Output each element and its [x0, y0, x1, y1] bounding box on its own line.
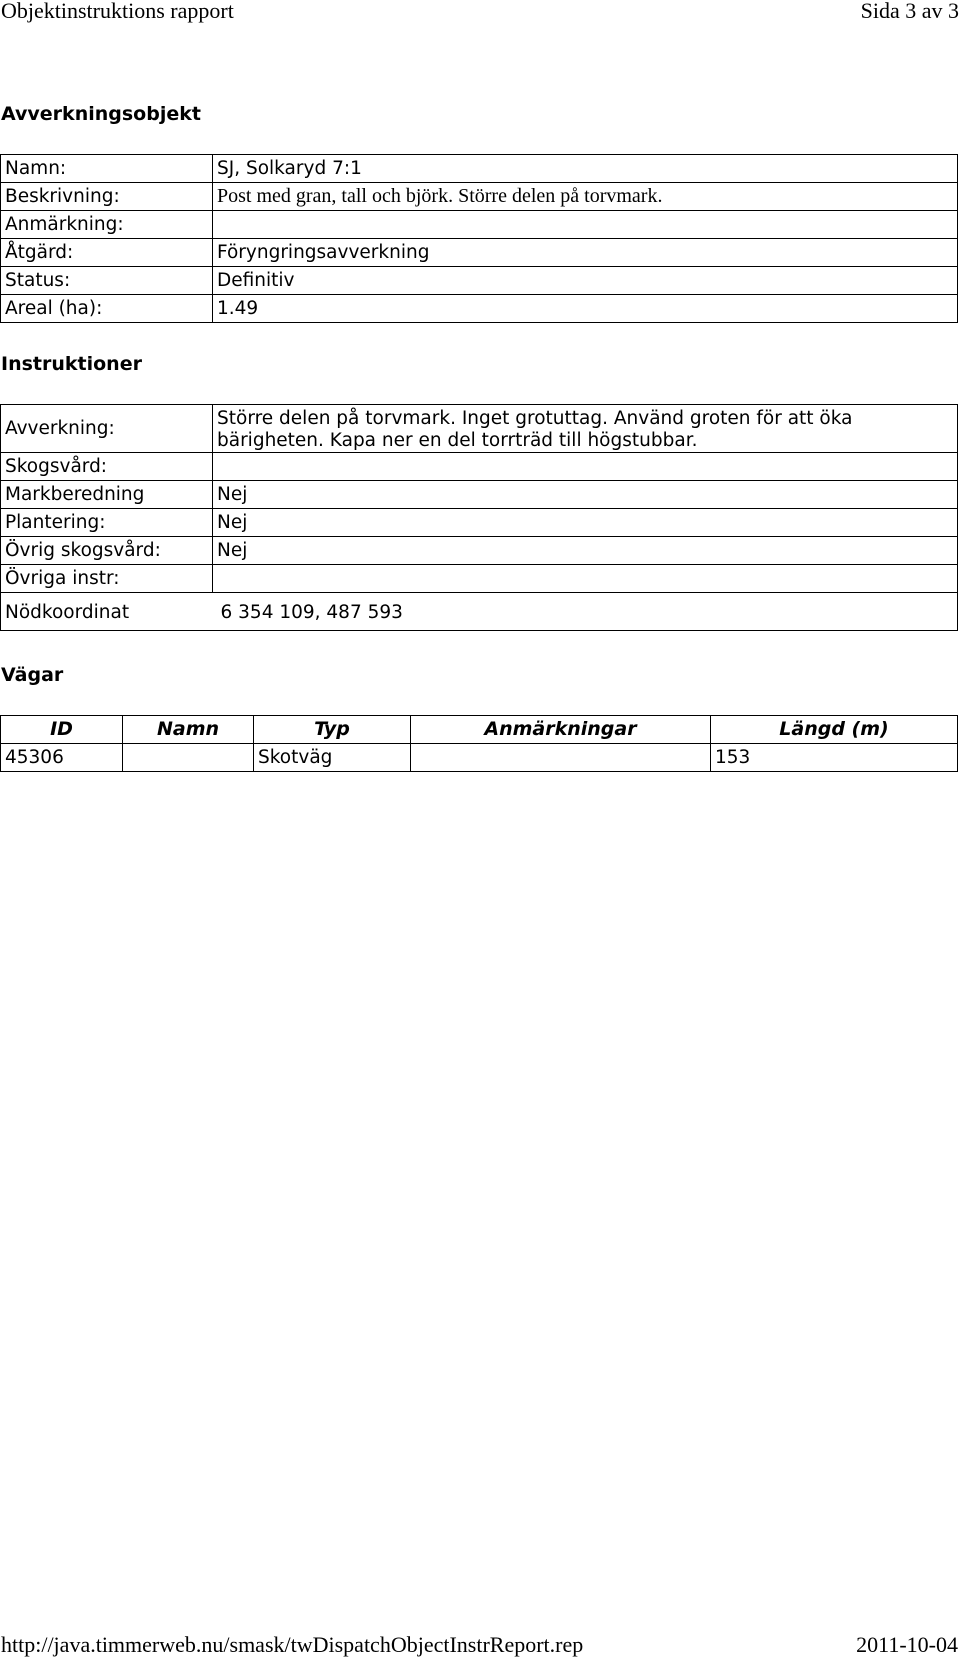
table-row	[1, 744, 958, 772]
object-value: Post med gran, tall och björk. Större delen på torvmark.	[213, 183, 958, 211]
instr-row-other-instr	[1, 565, 958, 593]
instr-value	[213, 453, 958, 481]
instr-row-other-care	[1, 537, 958, 565]
object-table	[0, 154, 958, 323]
road-name-cell	[123, 744, 254, 772]
object-row-area	[1, 295, 958, 323]
column-header: Längd (m)	[711, 716, 958, 744]
object-label: Anmärkning:	[1, 211, 213, 239]
report-title: Objektinstruktions rapport	[1, 0, 234, 23]
object-row-remark	[1, 211, 958, 239]
instr-value: 6 354 109, 487 593	[213, 593, 958, 631]
column-header: ID	[1, 716, 123, 744]
instr-value: Större delen på torvmark. Inget grotuttag. Använd groten för att öka bärigheten. Kapa ner en del torrträd till högstubbar.	[213, 405, 958, 453]
page-indicator: Sida 3 av 3	[860, 0, 959, 23]
object-row-status	[1, 267, 958, 295]
section-title-instructions: Instruktioner	[1, 353, 142, 375]
footer-date: 2011-10-04	[856, 1632, 958, 1657]
object-row-description	[1, 183, 958, 211]
instr-value	[213, 565, 958, 593]
roads-header-row	[1, 716, 958, 744]
column-header: Typ	[254, 716, 411, 744]
object-label: Status:	[1, 267, 213, 295]
object-row-action	[1, 239, 958, 267]
instr-row-scarification	[1, 481, 958, 509]
road-length-cell: 153	[711, 744, 958, 772]
column-header: Anmärkningar	[411, 716, 711, 744]
object-row-name	[1, 155, 958, 183]
instr-value: Nej	[213, 509, 958, 537]
instr-row-emergency-coord	[1, 593, 958, 631]
object-label: Beskrivning:	[1, 183, 213, 211]
instr-value: Nej	[213, 481, 958, 509]
instr-row-forestcare	[1, 453, 958, 481]
object-value: SJ, Solkaryd 7:1	[213, 155, 958, 183]
instr-label: Övrig skogsvård:	[1, 537, 213, 565]
object-value: Föryngringsavverkning	[213, 239, 958, 267]
section-title-roads: Vägar	[1, 664, 64, 686]
section-title-object: Avverkningsobjekt	[1, 103, 201, 125]
instr-row-planting	[1, 509, 958, 537]
instr-label: Avverkning:	[1, 405, 213, 453]
instr-label: Markberedning	[1, 481, 213, 509]
object-label: Namn:	[1, 155, 213, 183]
instr-label: Övriga instr:	[1, 565, 213, 593]
instr-label: Nödkoordinat	[1, 593, 213, 631]
roads-table	[0, 715, 958, 772]
footer-url: http://java.timmerweb.nu/smask/twDispatchObjectInstrReport.rep	[1, 1632, 584, 1657]
instr-label: Skogsvård:	[1, 453, 213, 481]
instr-label: Plantering:	[1, 509, 213, 537]
object-label: Åtgärd:	[1, 239, 213, 267]
instr-value: Nej	[213, 537, 958, 565]
road-type-cell: Skotväg	[254, 744, 411, 772]
road-id-cell: 45306	[1, 744, 123, 772]
object-label: Areal (ha):	[1, 295, 213, 323]
instr-row-harvest	[1, 405, 958, 453]
road-remarks-cell	[411, 744, 711, 772]
column-header: Namn	[123, 716, 254, 744]
object-value: Definitiv	[213, 267, 958, 295]
object-value	[213, 211, 958, 239]
object-value: 1.49	[213, 295, 958, 323]
instructions-table	[0, 404, 958, 631]
